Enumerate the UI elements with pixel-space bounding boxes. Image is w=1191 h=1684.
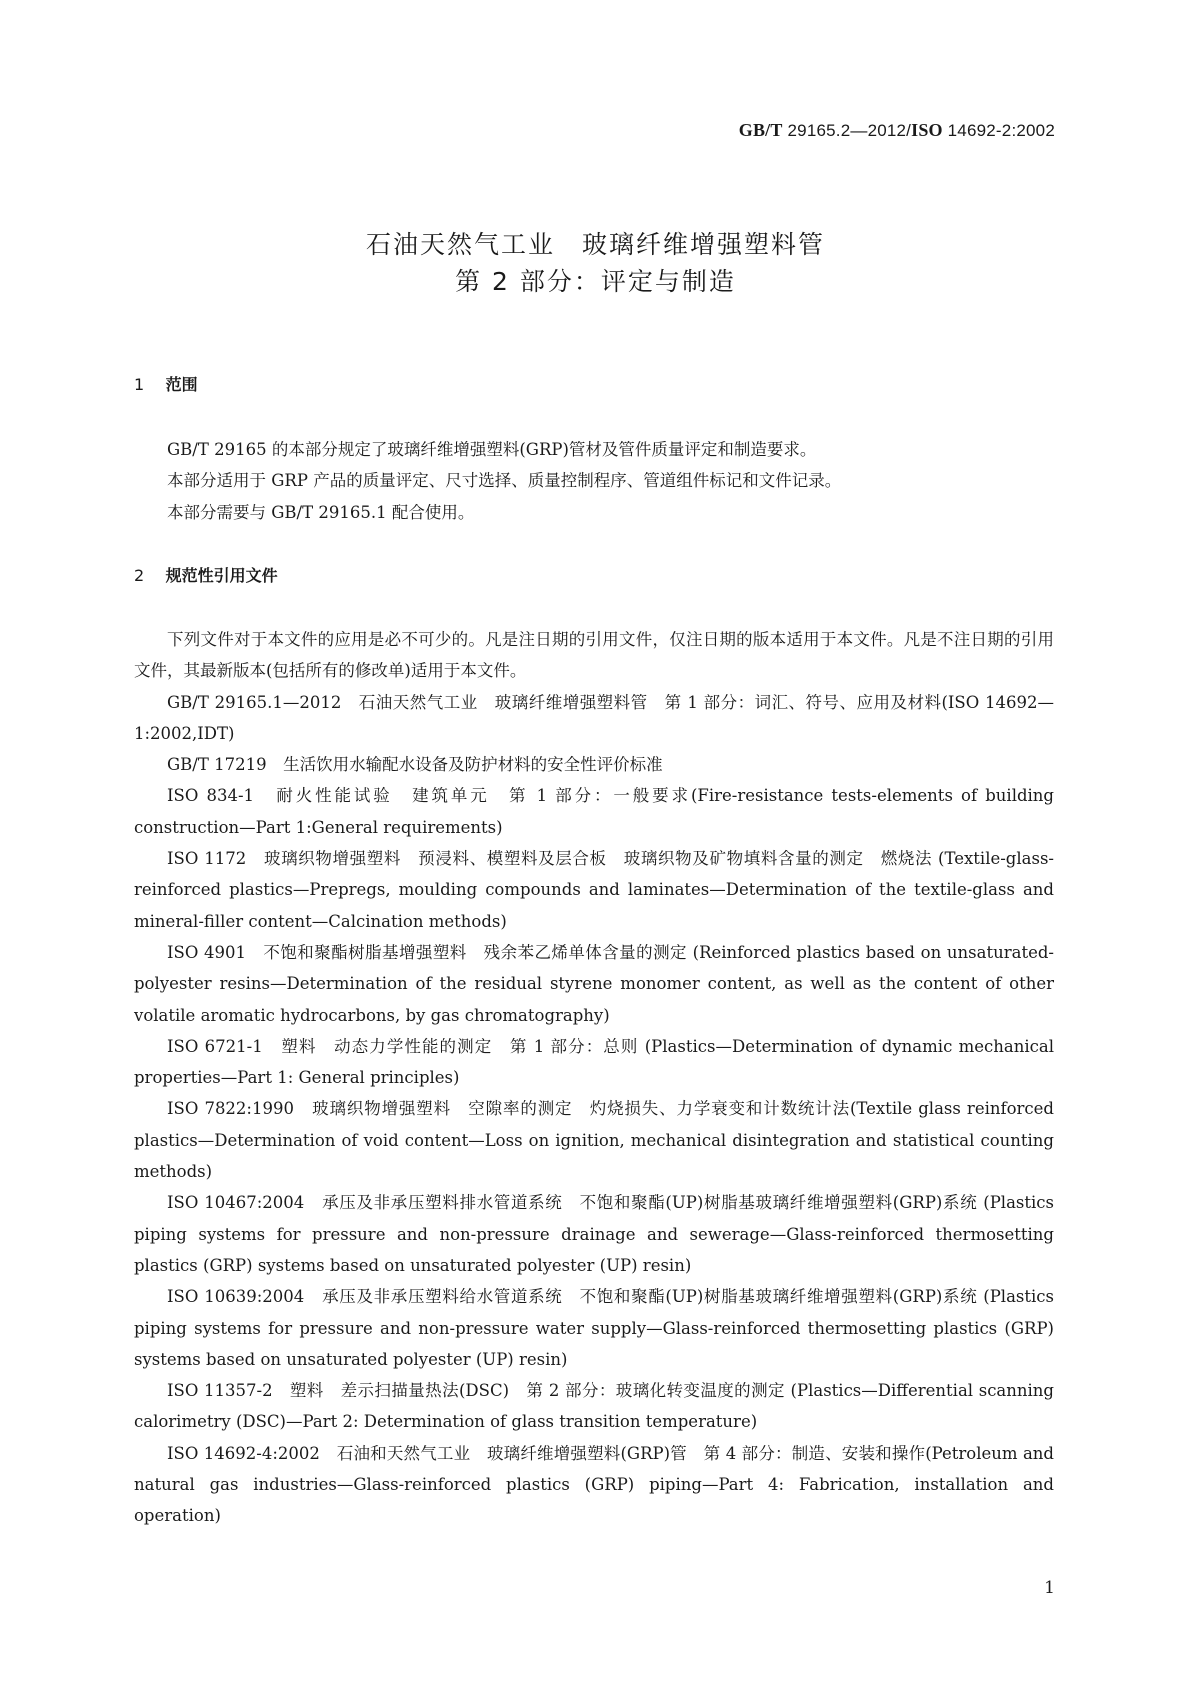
std-iso-prefix: ISO [911,120,943,140]
reference-item: ISO 1172 玻璃织物增强塑料 预浸料、模塑料及层合板 玻璃织物及矿物填料含量的测定 燃烧法 (Textile-glass-reinforced plastics—Prepregs, moulding compounds and laminates—Determination of the textile-glass and mineral-filler content—Calcination methods) [134,849,1054,931]
reference-item: ISO 14692-4:2002 石油和天然气工业 玻璃纤维增强塑料(GRP)管 第 4 部分：制造、安装和操作(Petroleum and natural gas industries—Glass-reinforced plastics (GRP) piping—Part 4: Fabrication, installation and operation) [134,1443,1054,1526]
section-2-body [134,624,1054,1532]
section-number: 1 [134,375,145,394]
section-title: 规范性引用文件 [165,566,278,585]
document-title [0,226,1191,300]
reference-item: ISO 4901 不饱和聚酯树脂基增强塑料 残余苯乙烯单体含量的测定 (Reinforced plastics based on unsaturated-polyester resins—Determination of the residual styrene monomer content, as well as the content of other volatile aromatic hydrocarbons, by gas chromatography) [134,942,1054,1025]
standard-code-header [739,120,1055,141]
section-2-heading [134,563,278,586]
reference-item: ISO 7822:1990 玻璃织物增强塑料 空隙率的测定 灼烧损失、力学衰变和计数统计法(Textile glass reinforced plastics—Determination of void content—Loss on ignition, mechanical disintegration and statistical counting methods) [134,1099,1054,1182]
reference-item: ISO 10639:2004 承压及非承压塑料给水管道系统 不饱和聚酯(UP)树脂基玻璃纤维增强塑料(GRP)系统 (Plastics piping systems for pressure and non-pressure water supply—Glass-reinforced thermosetting plastics (GRP) systems based on unsaturated polyester (UP) resin) [134,1287,1054,1369]
section-1-body [134,434,1054,528]
reference-item: ISO 11357-2 塑料 差示扫描量热法(DSC) 第 2 部分：玻璃化转变温度的测定 (Plastics—Differential scanning calorimetry (DSC)—Part 2: Determination of glass transition temperature) [134,1381,1054,1432]
reference-item: ISO 10467:2004 承压及非承压塑料排水管道系统 不饱和聚酯(UP)树脂基玻璃纤维增强塑料(GRP)系统 (Plastics piping systems for pressure and non-pressure drainage and sewerage—Glass-reinforced thermosetting plastics (GRP) systems based on unsaturated polyester (UP) resin) [134,1193,1054,1275]
section-number: 2 [134,566,145,585]
reference-item: GB/T 29165.1—2012 石油天然气工业 玻璃纤维增强塑料管 第 1 部分：词汇、符号、应用及材料(ISO 14692—1:2002,IDT) [134,692,1054,743]
section-title: 范围 [165,375,198,394]
reference-item: ISO 834-1 耐火性能试验 建筑单元 第 1 部分：一般要求(Fire-resistance tests-elements of building construction—Part 1:General requirements) [134,786,1054,837]
paragraph: 本部分需要与 GB/T 29165.1 配合使用。 [167,502,475,522]
std-gb-number: 29165.2—2012/ [782,121,912,140]
title-line-2: 第 2 部分：评定与制造 [455,267,736,296]
title-line-1: 石油天然气工业 玻璃纤维增强塑料管 [365,230,825,259]
intro-paragraph: 下列文件对于本文件的应用是必不可少的。凡是注日期的引用文件，仅注日期的版本适用于本文件。凡是不注日期的引用文件，其最新版本(包括所有的修改单)适用于本文件。 [134,630,1054,681]
reference-item: GB/T 17219 生活饮用水输配水设备及防护材料的安全性评价标准 [167,755,663,775]
page-number: 1 [1044,1578,1055,1598]
section-1-heading [134,372,198,395]
reference-item: ISO 6721-1 塑料 动态力学性能的测定 第 1 部分：总则 (Plastics—Determination of dynamic mechanical properties—Part 1: General principles) [134,1036,1054,1088]
std-iso-number: 14692-2:2002 [942,121,1055,140]
paragraph: 本部分适用于 GRP 产品的质量评定、尺寸选择、质量控制程序、管道组件标记和文件记录。 [167,471,842,491]
std-gb-prefix: GB/T [738,120,783,140]
paragraph: GB/T 29165 的本部分规定了玻璃纤维增强塑料(GRP)管材及管件质量评定和制造要求。 [167,440,817,459]
